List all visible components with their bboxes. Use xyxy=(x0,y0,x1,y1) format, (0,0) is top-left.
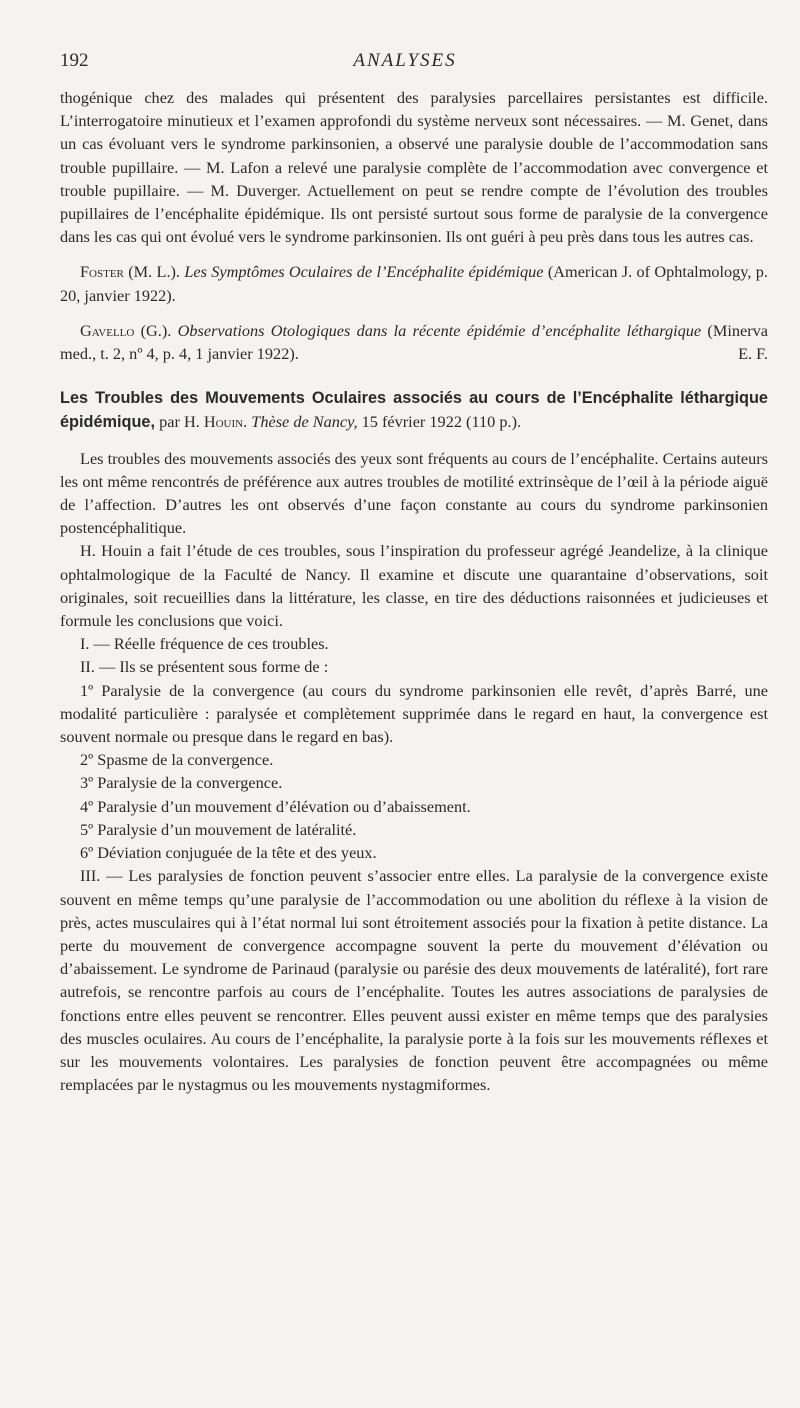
paragraph-study: H. Houin a fait l’étude de ces troubles, sous l’inspiration du professeur agrégé Jeandelize, à la clinique ophtalmologique de la Faculté de Nancy. Il examine et discute une quarantaine d’observations, soit originales, soit recueillies dans la littérature, les classe, en tire des déductions raisonnées et judicieuses et formule les conclusions que voici. xyxy=(60,541,768,631)
reference-gavello xyxy=(60,319,768,365)
page-number: 192 xyxy=(60,50,89,71)
list-item: 4º Paralysie d’un mouvement d’élévation ou d’abaissement. xyxy=(80,796,471,816)
reference-title: Observations Otologiques dans la récente épidémie d’encéphalite léthargique xyxy=(177,320,702,340)
running-title: ANALYSES xyxy=(353,50,457,71)
reference-source: (American J. of Ophtalmology, p. 20, janvier 1922). xyxy=(60,262,768,305)
list-item: 5º Paralysie d’un mouvement de latéralité. xyxy=(80,819,357,839)
list-item: 2º Spasme de la convergence. xyxy=(80,750,274,770)
article-author: H. Houin. xyxy=(183,412,248,432)
reference-source: (Minerva med., t. 2, nº 4, p. 4, 1 janvier 1922). xyxy=(60,320,768,364)
thesis-date: 15 février 1922 (110 p.). xyxy=(361,412,522,432)
conclusions-list xyxy=(60,632,768,864)
reference-foster xyxy=(60,260,768,306)
paragraph-associations: III. — Les paralysies de fonction peuvent s’associer entre elles. La paralysie de la convergence existe souvent en même temps qu’une paralysie de l’accommodation ou une abolition du réflexe à la vision de près, actes musculaires qui à l’état normal lui sont étroitement associés pour la fixation à petite distance. La perte du mouvement de convergence accompagne souvent la perte du mouvement d’élévation ou d’abaissement. Le syndrome de Parinaud (paralysie ou parésie des deux mouvements de latéralité), fort rare autrefois, se rencontre parfois au cours de l’encéphalite. Toutes les autres associations de paralysies de fonctions entre elles peuvent se rencontrer. Elles peuvent aussi exister en même temps que des paralysies des muscles oculaires. Au cours de l’encéphalite, la paralysie porte à la fois sur les mouvements réflexes et sur les mouvements volontaires. Les paralysies de fonction peuvent être accompagnées ou même remplacées par le nystagmus ou les mouvements nystagmiformes. xyxy=(60,866,768,1095)
byline-prefix: par xyxy=(159,412,180,432)
paragraph-continuation: thogénique chez des malades qui présentent des paralysies parcellaires persistantes est difficile. L’interrogatoire minutieux et l’examen approfondi du système nerveux sont nécessaires. — M. Genet, dans un cas évoluant vers le syndrome parkinsonien, a observé une paralysie double de l’accommodation sans trouble pupillaire. — M. Lafon a relevé une paralysie complète de l’accommodation avec convergence et trouble pupillaire. — M. Duverger. Actuellement on peut se rendre compte de l’évolution des troubles pupillaires de l’encéphalite épidémique. Ils ont persisté surtout sous forme de paralysie de la convergence dans les cas qui ont évolué vers le syndrome parkinsonien. Ils ont guéri à peu près dans tous les autres cas. xyxy=(60,88,768,247)
page-header xyxy=(60,50,750,76)
reviewer-initials: E. F. xyxy=(738,344,768,364)
list-item: I. — Réelle fréquence de ces troubles. xyxy=(80,634,329,654)
reference-title: Les Symptômes Oculaires de l’Encéphalite épidémique xyxy=(184,262,544,282)
list-item: 3º Paralysie de la convergence. xyxy=(80,773,283,793)
reference-author: Foster (M. L.). xyxy=(80,262,181,282)
article-title: Les Troubles des Mouvements Oculaires associés au cours de l’Encéphalite léthargique épidémique, xyxy=(60,389,768,432)
list-item: 1º Paralysie de la convergence (au cours du syndrome parkinsonien elle revêt, d’après Barré, une modalité particulière : paralysée et complètement supprimée dans le regard en haut, la convergence est souvent normale ou presque dans le regard en bas). xyxy=(60,680,768,747)
list-item: 6º Déviation conjuguée de la tête et des yeux. xyxy=(80,843,377,863)
thesis-source: Thèse de Nancy, xyxy=(251,412,358,432)
list-item: II. — Ils se présentent sous forme de : xyxy=(80,657,329,677)
text-body xyxy=(60,86,768,1096)
paragraph-intro: Les troubles des mouvements associés des yeux sont fréquents au cours de l’encéphalite. Certains auteurs les ont même rencontrés de préférence aux autres troubles de motilité extrinsèque de l’œil à la période aiguë de l’affection. D’autres les ont observés d’une façon constante au cours du syndrome parkinsonien postencéphalitique. xyxy=(60,448,768,538)
reference-author: Gavello (G.). xyxy=(80,320,172,340)
article-heading xyxy=(60,386,768,434)
